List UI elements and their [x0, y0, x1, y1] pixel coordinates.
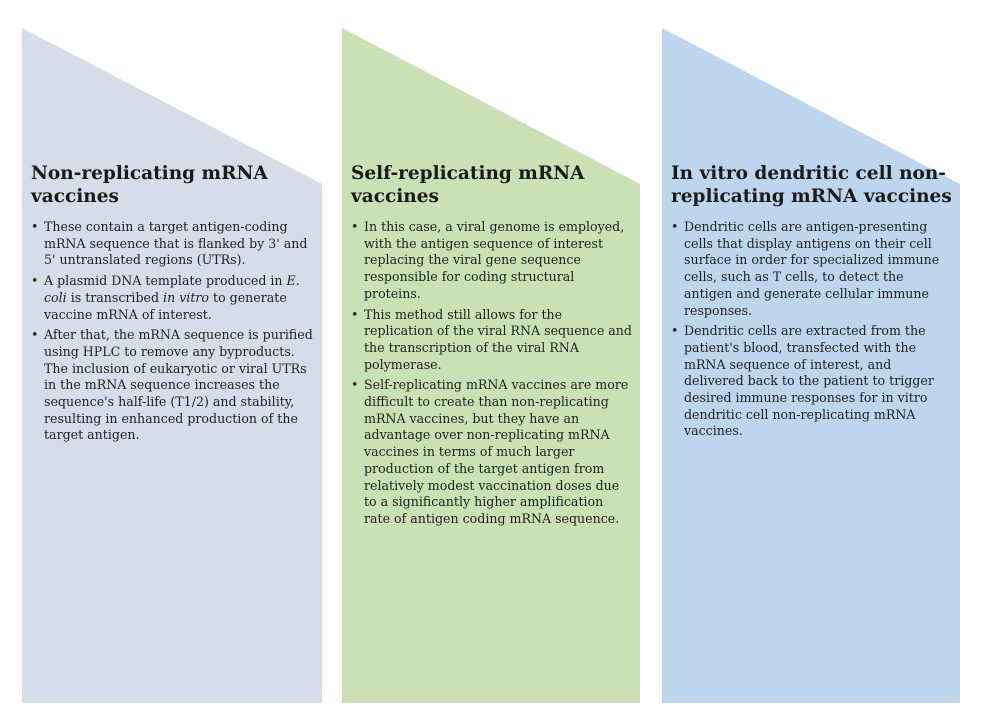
- bullet-text: to generate vaccine mRNA of interest.: [44, 289, 287, 322]
- bullet-item: [351, 377, 633, 527]
- bullet-text-italic: in vitro: [163, 289, 209, 305]
- bullet-list: [31, 219, 313, 444]
- bullet-list: [671, 219, 953, 440]
- bullet-text-italic: E. coli: [44, 273, 300, 305]
- bullet-text: Dendritic cells are antigen-presenting cells that display antigens on their cell surface in order for specialized immune cells, such as T cells, to detect the antigen and generate cellular immune responses.: [684, 219, 940, 318]
- panel-self-replicating: [351, 162, 633, 532]
- panel-title: Self-replicating mRNA vaccines: [351, 163, 585, 207]
- bullet-item: [351, 219, 633, 303]
- bullet-text: is transcribed: [66, 289, 164, 305]
- bullet-item: [31, 219, 313, 269]
- bullet-item: [351, 307, 633, 374]
- bullet-text: In this case, a viral genome is employed, with the antigen sequence of interest replacing the viral gene sequence responsible for coding structural proteins.: [364, 219, 625, 301]
- panel-dendritic-cell: [671, 162, 953, 444]
- panel-title: Non-replicating mRNA vaccines: [31, 163, 268, 207]
- bullet-item: [31, 327, 313, 444]
- panel-title: In vitro dendritic cell non-replicating mRNA vaccines: [671, 163, 952, 207]
- bullet-item: [31, 273, 313, 323]
- panel-non-replicating: [31, 162, 313, 448]
- bullet-text: Dendritic cells are extracted from the patient's blood, transfected with the mRNA sequence of interest, and delivered back to the patient to trigger desired immune responses for in vitro dendritic cell non-replicating mRNA vaccines.: [684, 323, 934, 439]
- bullet-item: [671, 323, 953, 440]
- bullet-list: [351, 219, 633, 528]
- bullet-text: This method still allows for the replication of the viral RNA sequence and the transcription of the viral RNA polymerase.: [364, 306, 632, 372]
- bullet-text: A plasmid DNA template produced in: [44, 273, 287, 289]
- bullet-text: Self-replicating mRNA vaccines are more difficult to create than non-replicating mRNA vaccines, but they have an advantage over non-replicating mRNA vaccines in terms of much larger production of the target antigen from relatively modest vaccination doses due to a significantly higher amplification rate of antigen coding mRNA sequence.: [364, 377, 629, 526]
- bullet-item: [671, 219, 953, 319]
- bullet-text: These contain a target antigen-coding mRNA sequence that is flanked by 3' and 5' untranslated regions (UTRs).: [44, 219, 308, 268]
- bullet-text: After that, the mRNA sequence is purified using HPLC to remove any byproducts. The inclusion of eukaryotic or viral UTRs in the mRNA sequence increases the sequence's half-life (T1/2) and stability, resulting in enhanced production of the target antigen.: [44, 327, 313, 443]
